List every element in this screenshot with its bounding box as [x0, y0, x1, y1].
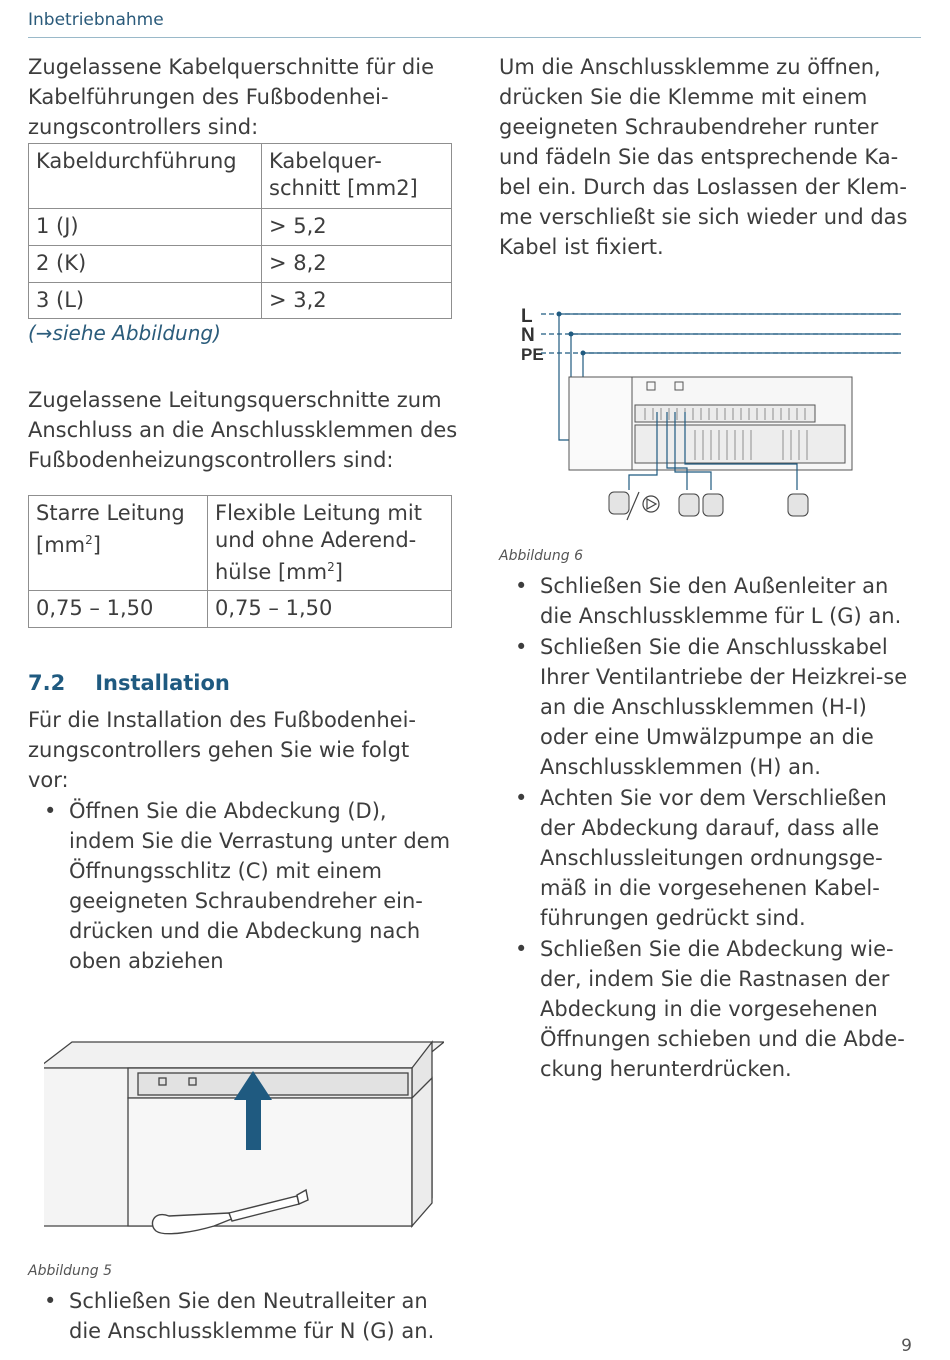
cable-table-cell: 3 (L): [29, 283, 262, 319]
cable-table-cell: 1 (J): [29, 209, 262, 246]
open-terminal-text: Um die Anschlussklemme zu öffnen, drücken Sie die Klemme mit einem geeigneten Schraubendreher runter und fädeln Sie das entsprechende Ka-bel ein. Durch das Loslassen der Klem-me verschließt sie sich wieder und das Kabel ist fixiert.: [499, 55, 908, 259]
list-item: • Schließen Sie die Abdeckung wie-der, indem Sie die Rastnasen der Abdeckung in die vorgesehenen Öffnungen schieben und die Abde-ckung herunterdrücken.: [499, 934, 921, 1084]
see-figure-link[interactable]: (→siehe Abbildung): [28, 321, 221, 345]
wire-table-cell: 0,75 – 1,50: [29, 591, 208, 628]
figure-5-illustration: [44, 1038, 444, 1248]
cable-table-cell: > 5,2: [262, 209, 452, 246]
page-number: 9: [901, 1336, 912, 1356]
section-title: Installation: [95, 671, 230, 695]
valve-actuator-icon: [609, 492, 808, 516]
list-item: • Öffnen Sie die Abdeckung (D), indem Sie die Verrastung unter dem Öffnungsschlitz (C) mit einem geeigneten Schraubendreher ein-drücken und die Abdeckung nach oben abziehen: [28, 796, 453, 976]
header-rule: [28, 37, 921, 38]
list-item: • Achten Sie vor dem Verschließen der Abdeckung darauf, dass alle Anschlussleitungen ordnungsge-mäß in die vorgesehenen Kabel-führungen gedrückt sind.: [499, 783, 921, 933]
install-intro-text: Für die Installation des Fußbodenhei-zungscontrollers gehen Sie wie folgt vor:: [28, 708, 417, 792]
cable-table-header-1: Kabeldurchführung: [29, 144, 262, 209]
figure-6-caption: Abbildung 6: [499, 548, 584, 564]
list-item: • Schließen Sie die Anschlusskabel Ihrer Ventilantriebe der Heizkrei-se an die Anschlussklemmen (H-I) oder eine Umwälzpumpe an die Anschlussklemmen (H) an.: [499, 632, 921, 782]
install-bullets-left: [28, 796, 453, 977]
figure-6-wiring-diagram: [499, 300, 909, 530]
label-n: N: [521, 325, 535, 346]
label-pe: PE: [521, 345, 544, 364]
cable-intro-text: Zugelassene Kabelquerschnitte für die Kabelführungen des Fußbodenhei-zungscontrollers sind:: [28, 55, 435, 139]
wire-table-header-1: Starre Leitung $[mm^2]$: [29, 496, 208, 591]
install-bullets-left-2: [28, 1286, 453, 1347]
label-l: L: [521, 306, 533, 327]
section-heading: [28, 671, 230, 695]
cable-table-cell: > 3,2: [262, 283, 452, 319]
wire-table-header-2: Flexible Leitung mit und ohne Aderend-hülse $[mm^2]$: [208, 496, 452, 591]
cable-table: [28, 143, 452, 319]
figure-5-caption: Abbildung 5: [28, 1263, 113, 1279]
cable-table-cell: > 8,2: [262, 246, 452, 283]
cable-table-cell: 2 (K): [29, 246, 262, 283]
wire-table-cell: 0,75 – 1,50: [208, 591, 452, 628]
section-number: 7.2: [28, 671, 66, 695]
wire-table: [28, 495, 452, 628]
running-header: Inbetriebnahme: [28, 10, 164, 30]
list-item: • Schließen Sie den Außenleiter an die Anschlussklemme für L (G) an.: [499, 571, 921, 631]
list-item: • Schließen Sie den Neutralleiter an die Anschlussklemme für N (G) an.: [28, 1286, 453, 1346]
pump-icon: [627, 492, 659, 520]
cable-table-header-2: Kabelquer-schnitt [mm2]: [262, 144, 452, 209]
install-bullets-right: [499, 571, 921, 1085]
wire-intro-text: Zugelassene Leitungsquerschnitte zum Anschluss an die Anschlussklemmen des Fußbodenheizungscontrollers sind:: [28, 388, 458, 472]
